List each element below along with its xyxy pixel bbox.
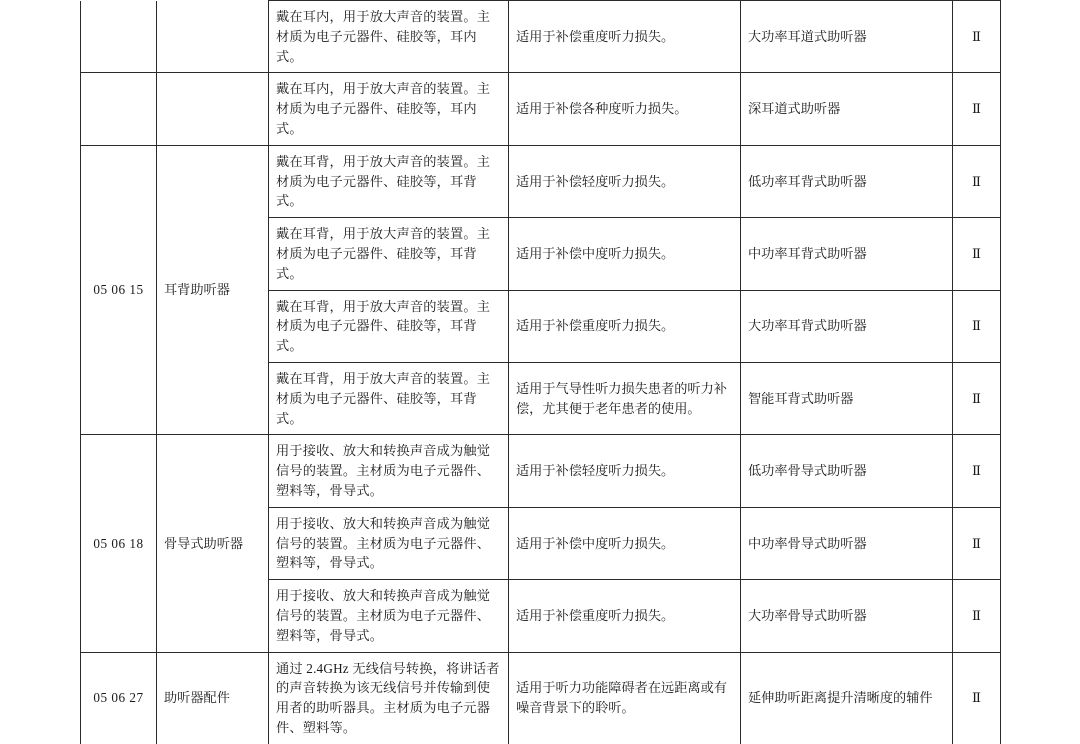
cell-product-example: 低功率耳背式助听器	[741, 145, 953, 217]
cell-product-example: 中功率耳背式助听器	[741, 218, 953, 290]
cell-intended-use: 适用于补偿重度听力损失。	[509, 580, 741, 652]
cell-intended-use: 适用于补偿各种度听力损失。	[509, 73, 741, 145]
cell-intended-use: 适用于补偿轻度听力损失。	[509, 145, 741, 217]
cell-name	[157, 73, 269, 145]
cell-product-example: 智能耳背式助听器	[741, 362, 953, 434]
cell-intended-use: 适用于补偿重度听力损失。	[509, 290, 741, 362]
table-body	[81, 1, 1001, 744]
cell-name	[157, 1, 269, 73]
cell-description: 用于接收、放大和转换声音成为触觉信号的装置。主材质为电子元器件、塑料等，骨导式。	[269, 580, 509, 652]
cell-product-example: 大功率耳道式助听器	[741, 1, 953, 73]
medical-device-catalog-table	[80, 0, 1001, 744]
cell-product-example: 大功率耳背式助听器	[741, 290, 953, 362]
cell-name: 骨导式助听器	[157, 435, 269, 652]
cell-code: 05 06 27	[81, 652, 157, 744]
cell-class: Ⅱ	[953, 362, 1001, 434]
cell-class: Ⅱ	[953, 580, 1001, 652]
cell-description: 戴在耳背，用于放大声音的装置。主材质为电子元器件、硅胶等，耳背式。	[269, 218, 509, 290]
cell-description: 用于接收、放大和转换声音成为触觉信号的装置。主材质为电子元器件、塑料等，骨导式。	[269, 507, 509, 579]
cell-intended-use: 适用于补偿中度听力损失。	[509, 507, 741, 579]
cell-product-example: 低功率骨导式助听器	[741, 435, 953, 507]
cell-product-example: 深耳道式助听器	[741, 73, 953, 145]
cell-product-example: 延伸助听距离提升清晰度的辅件	[741, 652, 953, 744]
cell-product-example: 大功率骨导式助听器	[741, 580, 953, 652]
cell-name: 助听器配件	[157, 652, 269, 744]
cell-intended-use: 适用于气导性听力损失患者的听力补偿，尤其便于老年患者的使用。	[509, 362, 741, 434]
table-row	[81, 1, 1001, 73]
cell-intended-use: 适用于听力功能障碍者在远距离或有噪音背景下的聆听。	[509, 652, 741, 744]
cell-class: Ⅱ	[953, 145, 1001, 217]
cell-class: Ⅱ	[953, 218, 1001, 290]
cell-intended-use: 适用于补偿轻度听力损失。	[509, 435, 741, 507]
cell-description: 戴在耳背，用于放大声音的装置。主材质为电子元器件、硅胶等，耳背式。	[269, 290, 509, 362]
cell-intended-use: 适用于补偿中度听力损失。	[509, 218, 741, 290]
cell-class: Ⅱ	[953, 652, 1001, 744]
cell-code: 05 06 15	[81, 145, 157, 435]
cell-class: Ⅱ	[953, 73, 1001, 145]
cell-class: Ⅱ	[953, 435, 1001, 507]
cell-name: 耳背助听器	[157, 145, 269, 435]
cell-code: 05 06 18	[81, 435, 157, 652]
cell-description: 用于接收、放大和转换声音成为触觉信号的装置。主材质为电子元器件、塑料等，骨导式。	[269, 435, 509, 507]
cell-description: 戴在耳内，用于放大声音的装置。主材质为电子元器件、硅胶等，耳内式。	[269, 1, 509, 73]
cell-intended-use: 适用于补偿重度听力损失。	[509, 1, 741, 73]
cell-description: 通过 2.4GHz 无线信号转换，将讲话者的声音转换为该无线信号并传输到使用者的助听器具。主材质为电子元器件、塑料等。	[269, 652, 509, 744]
cell-description: 戴在耳内，用于放大声音的装置。主材质为电子元器件、硅胶等，耳内式。	[269, 73, 509, 145]
cell-class: Ⅱ	[953, 507, 1001, 579]
cell-code	[81, 1, 157, 73]
cell-class: Ⅱ	[953, 1, 1001, 73]
cell-description: 戴在耳背，用于放大声音的装置。主材质为电子元器件、硅胶等，耳背式。	[269, 362, 509, 434]
cell-code	[81, 73, 157, 145]
cell-description: 戴在耳背，用于放大声音的装置。主材质为电子元器件、硅胶等，耳背式。	[269, 145, 509, 217]
cell-class: Ⅱ	[953, 290, 1001, 362]
table-row	[81, 145, 1001, 217]
table-row	[81, 435, 1001, 507]
cell-product-example: 中功率骨导式助听器	[741, 507, 953, 579]
table-row	[81, 652, 1001, 744]
table-row	[81, 73, 1001, 145]
